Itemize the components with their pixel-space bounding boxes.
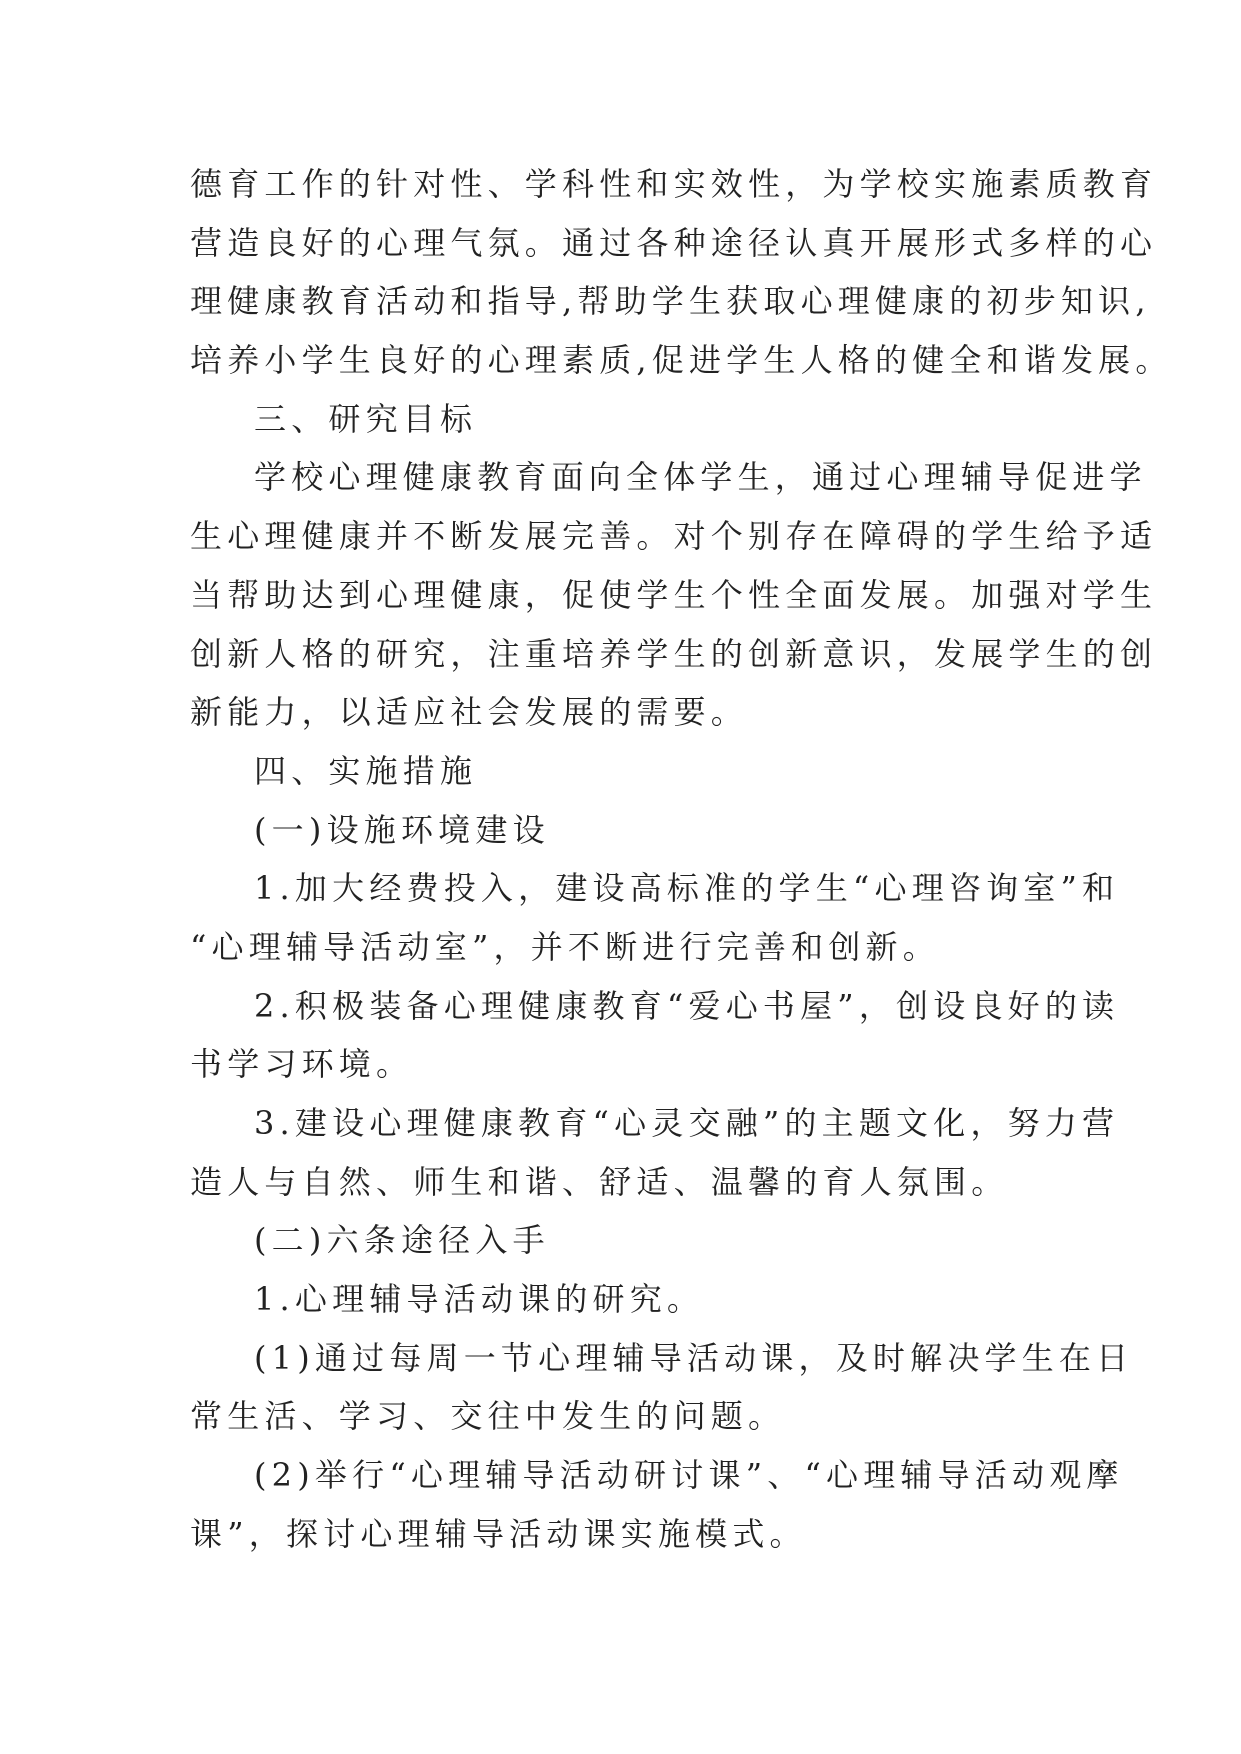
text-line: 学校心理健康教育面向全体学生，通过心理辅导促进学 — [254, 458, 1147, 497]
text-line: 理健康教育活动和指导,帮助学生获取心理健康的初步知识, — [190, 282, 1151, 321]
text-line: “心理辅导活动室”，并不断进行完善和创新。 — [190, 927, 940, 966]
text-line: 造人与自然、师生和谐、舒适、温馨的育人氛围。 — [190, 1162, 1009, 1201]
text-line: (1)通过每周一节心理辅导活动课，及时解决学生在日 — [254, 1338, 1134, 1377]
text-line: 培养小学生良好的心理素质,促进学生人格的健全和谐发展。 — [190, 341, 1173, 380]
text-line: 生心理健康并不断发展完善。对个别存在障碍的学生给予适 — [190, 517, 1158, 556]
text-line: 德育工作的针对性、学科性和实效性，为学校实施素质教育 — [190, 165, 1158, 203]
section-heading-research-goals: 三、研究目标 — [254, 399, 478, 438]
text-line: 1.加大经费投入，建设高标准的学生“心理咨询室”和 — [254, 869, 1120, 908]
subsection-heading-six-approaches: (二)六条途径入手 — [254, 1221, 550, 1260]
text-line: 3.建设心理健康教育“心灵交融”的主题文化，努力营 — [254, 1104, 1120, 1142]
text-line: 课”，探讨心理辅导活动课实施模式。 — [190, 1514, 807, 1553]
text-line: 营造良好的心理气氛。通过各种途径认真开展形式多样的心 — [190, 223, 1158, 262]
text-line: 常生活、学习、交往中发生的问题。 — [190, 1397, 786, 1436]
text-line: 书学习环境。 — [190, 1045, 414, 1084]
text-line: 2.积极装备心理健康教育“爱心书屋”，创设良好的读 — [254, 986, 1120, 1025]
text-line: 当帮助达到心理健康，促使学生个性全面发展。加强对学生 — [190, 575, 1158, 614]
section-heading-measures: 四、实施措施 — [254, 751, 478, 790]
text-line: 新能力，以适应社会发展的需要。 — [190, 693, 749, 732]
document-body — [190, 155, 1173, 1564]
text-line: 创新人格的研究，注重培养学生的创新意识，发展学生的创 — [190, 634, 1158, 673]
subsection-heading-facilities: (一)设施环境建设 — [254, 810, 550, 849]
text-line: 1.心理辅导活动课的研究。 — [254, 1280, 705, 1319]
text-line: (2)举行“心理辅导活动研讨课”、“心理辅导活动观摩 — [254, 1456, 1124, 1495]
